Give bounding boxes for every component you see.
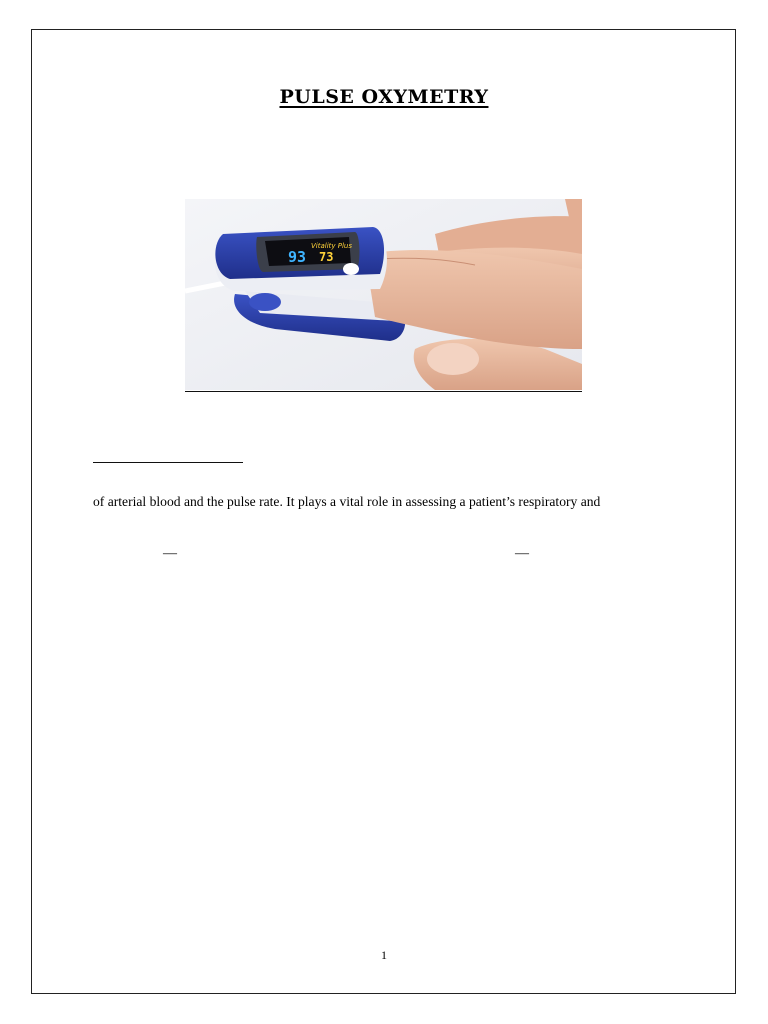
page-number: 1 bbox=[381, 948, 387, 962]
spo2-reading: 93 bbox=[288, 248, 307, 266]
dash-mark-right: — bbox=[515, 546, 529, 561]
dash-mark-left: — bbox=[163, 546, 177, 561]
body-text-line: of arterial blood and the pulse rate. It plays a vital role in assessing a patient’s respiratory and bbox=[93, 494, 601, 509]
figure-underline bbox=[185, 391, 582, 392]
section-heading-underline bbox=[93, 462, 243, 463]
page-border bbox=[31, 29, 736, 994]
document-title: PULSE OXYMETRY bbox=[279, 86, 489, 108]
pulse-oximeter-photo bbox=[185, 199, 582, 390]
device-brand-label: Vitality Plus bbox=[311, 242, 353, 250]
pulse-reading: 73 bbox=[319, 250, 334, 264]
